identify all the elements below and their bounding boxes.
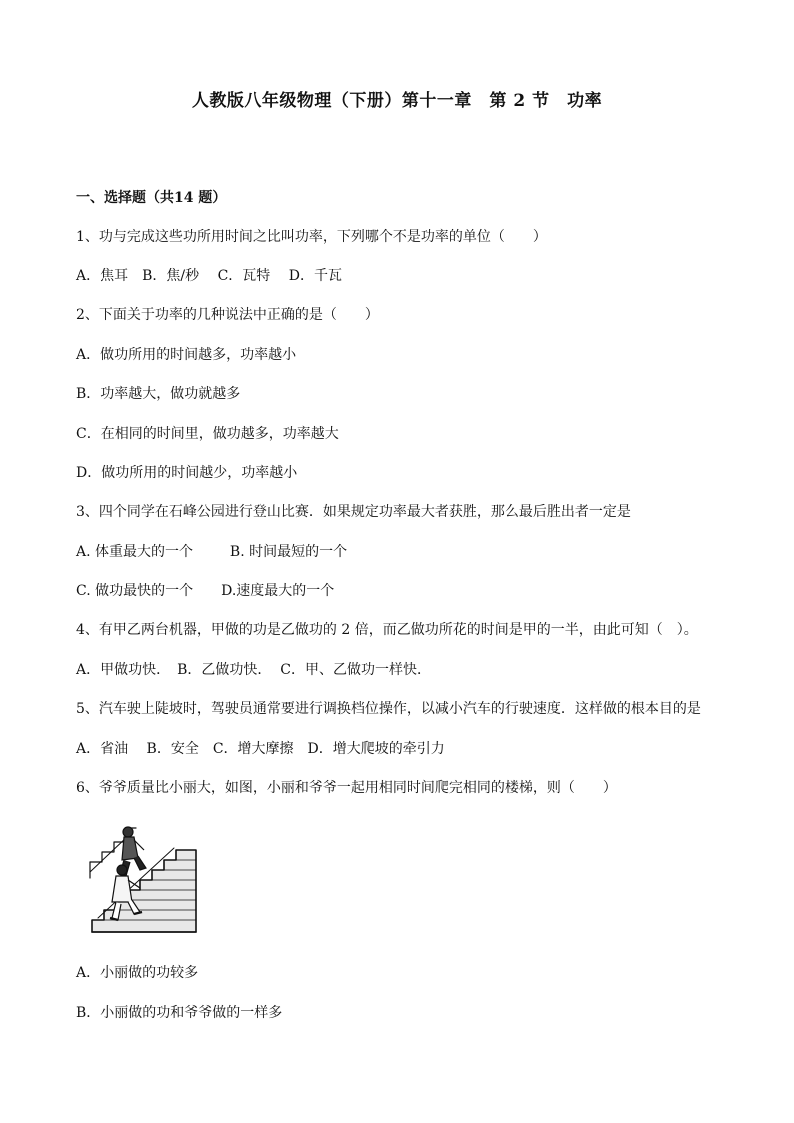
question-3-options-cd: C. 做功最快的一个 D.速度最大的一个	[76, 583, 335, 599]
question-2-option-b: B．功率越大，做功就越多	[76, 386, 241, 402]
question-1: 1、功与完成这些功所用时间之比叫功率，下列哪个不是功率的单位（ ）	[76, 229, 547, 245]
question-6: 6、爷爷质量比小丽大，如图，小丽和爷爷一起用相同时间爬完相同的楼梯，则（ ）	[76, 780, 617, 796]
page-title: 人教版八年级物理（下册）第十一章 第 2 节 功率	[191, 91, 603, 111]
question-2-option-c: C．在相同的时间里，做功越多，功率越大	[76, 426, 339, 442]
section-heading: 一、选择题（共14 题）	[76, 190, 227, 206]
question-4: 4、有甲乙两台机器，甲做的功是乙做功的 2 倍，而乙做功所花的时间是甲的一半，由此可知（ ）。	[76, 622, 698, 638]
question-3: 3、四个同学在石峰公园进行登山比赛．如果规定功率最大者获胜，那么最后胜出者一定是	[76, 504, 631, 520]
question-5: 5、汽车驶上陡坡时，驾驶员通常要进行调换档位操作，以减小汽车的行驶速度．这样做的根本目的是	[76, 701, 701, 717]
question-6-option-b: B．小丽做的功和爷爷做的一样多	[76, 1005, 283, 1021]
question-2: 2、下面关于功率的几种说法中正确的是（ ）	[76, 307, 379, 323]
question-1-options: A．焦耳 B．焦/秒 C．瓦特 D．千瓦	[76, 268, 342, 284]
question-2-option-a: A．做功所用的时间越多，功率越小	[76, 347, 297, 363]
question-2-option-d: D．做功所用的时间越少，功率越小	[76, 465, 298, 481]
stairs-climbing-figure	[88, 822, 200, 940]
question-5-options: A．省油 B．安全 C．增大摩擦 D．增大爬坡的牵引力	[76, 741, 445, 757]
question-3-options-ab: A. 体重最大的一个 B. 时间最短的一个	[76, 544, 348, 560]
question-4-options: A．甲做功快． B．乙做功快． C．甲、乙做功一样快．	[76, 662, 432, 678]
question-6-option-a: A．小丽做的功较多	[76, 965, 199, 981]
